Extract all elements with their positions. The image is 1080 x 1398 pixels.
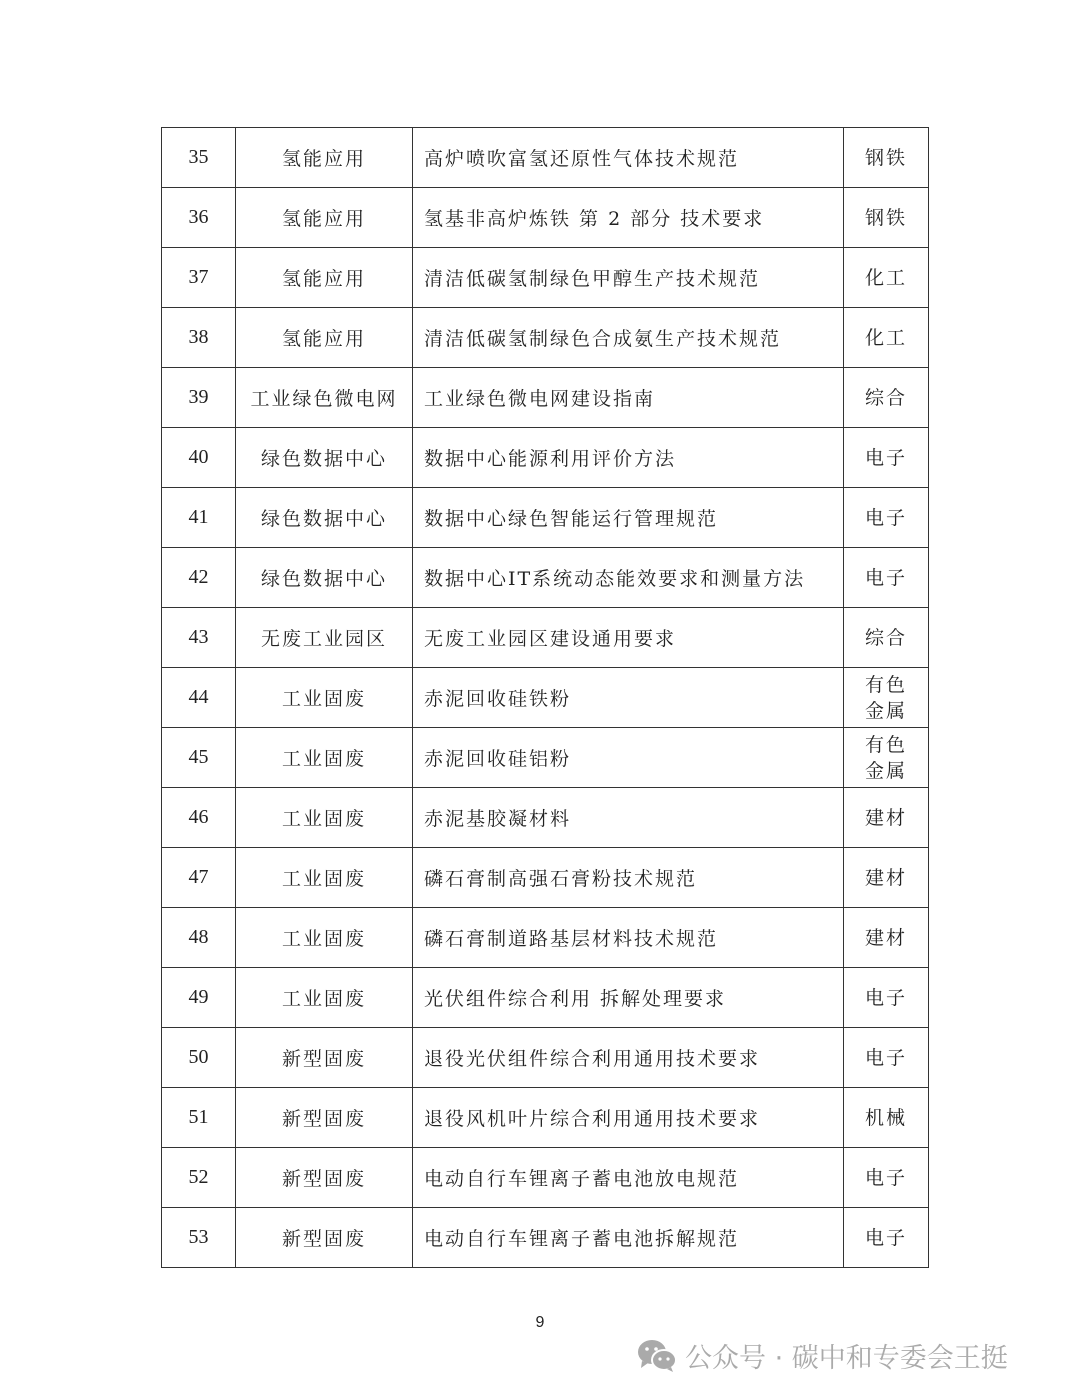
row-number: 39 [162, 368, 236, 428]
row-industry: 机械 [844, 1088, 929, 1148]
table-row [162, 1028, 929, 1088]
row-category: 工业固废 [236, 968, 413, 1028]
table-row [162, 1088, 929, 1148]
row-number: 44 [162, 668, 236, 728]
row-industry: 有色 金属 [844, 728, 929, 788]
page-number: 9 [535, 1314, 545, 1331]
row-standard-name: 磷石膏制高强石膏粉技术规范 [413, 848, 844, 908]
row-industry: 综合 [844, 368, 929, 428]
row-number: 53 [162, 1208, 236, 1268]
row-industry: 电子 [844, 968, 929, 1028]
row-number: 46 [162, 788, 236, 848]
row-industry: 电子 [844, 488, 929, 548]
row-number: 42 [162, 548, 236, 608]
table-row [162, 428, 929, 488]
row-industry: 电子 [844, 1028, 929, 1088]
row-standard-name: 氢基非高炉炼铁 第 2 部分 技术要求 [413, 188, 844, 248]
row-category: 工业固废 [236, 848, 413, 908]
row-number: 37 [162, 248, 236, 308]
table-row [162, 308, 929, 368]
row-standard-name: 赤泥回收硅铝粉 [413, 728, 844, 788]
row-industry: 建材 [844, 848, 929, 908]
row-industry: 化工 [844, 248, 929, 308]
row-number: 47 [162, 848, 236, 908]
table-row [162, 1208, 929, 1268]
row-category: 绿色数据中心 [236, 548, 413, 608]
row-standard-name: 电动自行车锂离子蓄电池放电规范 [413, 1148, 844, 1208]
table-row [162, 488, 929, 548]
row-industry: 电子 [844, 428, 929, 488]
table-row [162, 908, 929, 968]
row-standard-name: 赤泥基胶凝材料 [413, 788, 844, 848]
table-row [162, 548, 929, 608]
row-standard-name: 清洁低碳氢制绿色甲醇生产技术规范 [413, 248, 844, 308]
table-row [162, 1148, 929, 1208]
table-row [162, 128, 929, 188]
row-category: 工业固废 [236, 728, 413, 788]
table-row [162, 788, 929, 848]
table-row [162, 728, 929, 788]
row-industry: 建材 [844, 788, 929, 848]
row-category: 绿色数据中心 [236, 428, 413, 488]
row-industry: 综合 [844, 608, 929, 668]
row-category: 工业固废 [236, 788, 413, 848]
row-number: 38 [162, 308, 236, 368]
row-category: 无废工业园区 [236, 608, 413, 668]
row-number: 51 [162, 1088, 236, 1148]
row-category: 氢能应用 [236, 188, 413, 248]
table-row [162, 368, 929, 428]
row-standard-name: 退役光伏组件综合利用通用技术要求 [413, 1028, 844, 1088]
row-category: 绿色数据中心 [236, 488, 413, 548]
row-category: 新型固废 [236, 1028, 413, 1088]
row-number: 36 [162, 188, 236, 248]
table-row [162, 608, 929, 668]
row-industry: 建材 [844, 908, 929, 968]
row-category: 新型固废 [236, 1208, 413, 1268]
row-industry: 电子 [844, 1148, 929, 1208]
row-standard-name: 电动自行车锂离子蓄电池拆解规范 [413, 1208, 844, 1268]
row-industry: 电子 [844, 1208, 929, 1268]
table-row [162, 848, 929, 908]
row-industry: 钢铁 [844, 128, 929, 188]
row-standard-name: 光伏组件综合利用 拆解处理要求 [413, 968, 844, 1028]
row-number: 35 [162, 128, 236, 188]
watermark-text: 公众号 · 碳中和专委会王挺 [685, 1343, 1008, 1374]
row-number: 43 [162, 608, 236, 668]
row-number: 40 [162, 428, 236, 488]
row-number: 52 [162, 1148, 236, 1208]
row-number: 48 [162, 908, 236, 968]
row-industry: 电子 [844, 548, 929, 608]
row-number: 49 [162, 968, 236, 1028]
row-category: 新型固废 [236, 1088, 413, 1148]
wechat-icon [637, 1339, 677, 1373]
row-category: 氢能应用 [236, 308, 413, 368]
row-category: 工业绿色微电网 [236, 368, 413, 428]
row-number: 41 [162, 488, 236, 548]
row-category: 工业固废 [236, 668, 413, 728]
row-category: 氢能应用 [236, 248, 413, 308]
row-standard-name: 高炉喷吹富氢还原性气体技术规范 [413, 128, 844, 188]
table-row [162, 968, 929, 1028]
row-standard-name: 无废工业园区建设通用要求 [413, 608, 844, 668]
row-standard-name: 工业绿色微电网建设指南 [413, 368, 844, 428]
table-row [162, 668, 929, 728]
row-industry: 化工 [844, 308, 929, 368]
row-category: 氢能应用 [236, 128, 413, 188]
row-standard-name: 数据中心能源利用评价方法 [413, 428, 844, 488]
row-number: 50 [162, 1028, 236, 1088]
row-number: 45 [162, 728, 236, 788]
row-category: 工业固废 [236, 908, 413, 968]
row-standard-name: 赤泥回收硅铁粉 [413, 668, 844, 728]
watermark [637, 1336, 1008, 1375]
table-row [162, 188, 929, 248]
standards-table [161, 127, 929, 1268]
row-standard-name: 数据中心IT系统动态能效要求和测量方法 [413, 548, 844, 608]
table-row [162, 248, 929, 308]
row-industry: 有色 金属 [844, 668, 929, 728]
row-standard-name: 磷石膏制道路基层材料技术规范 [413, 908, 844, 968]
row-standard-name: 清洁低碳氢制绿色合成氨生产技术规范 [413, 308, 844, 368]
row-standard-name: 退役风机叶片综合利用通用技术要求 [413, 1088, 844, 1148]
row-industry: 钢铁 [844, 188, 929, 248]
row-standard-name: 数据中心绿色智能运行管理规范 [413, 488, 844, 548]
row-category: 新型固废 [236, 1148, 413, 1208]
